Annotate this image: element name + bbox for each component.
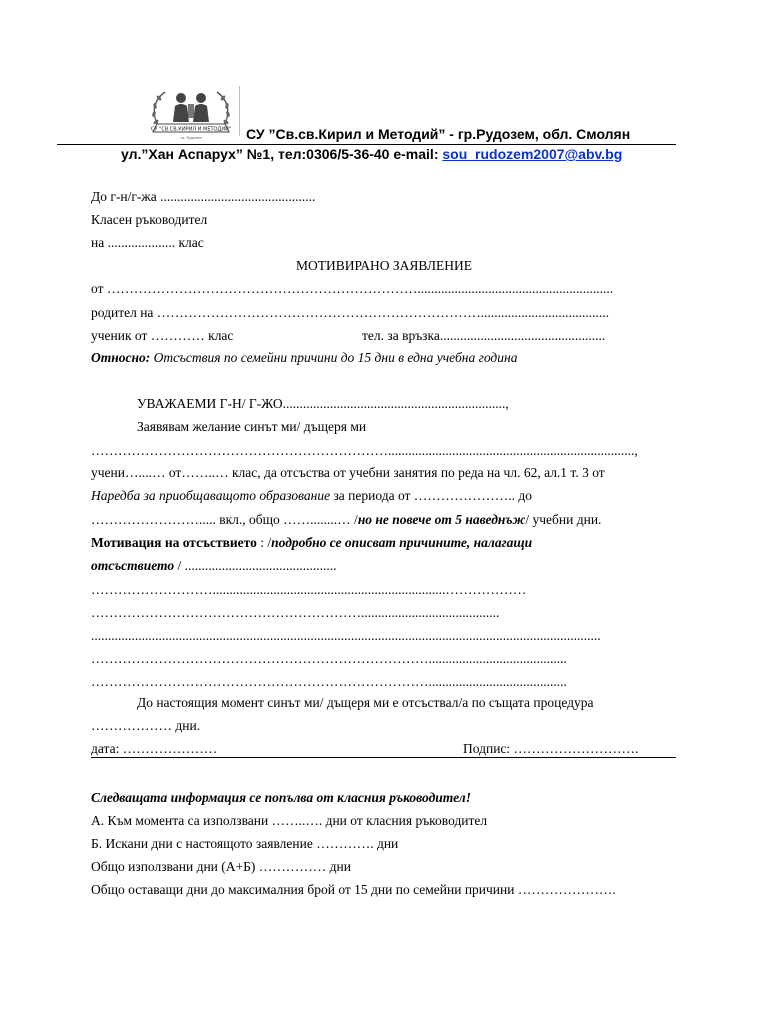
motivation-fill-line-2: …………………………………………………….........................................	[91, 605, 500, 620]
period-line	[91, 512, 601, 528]
school-logo	[143, 84, 239, 144]
declare-line: Заявявам желание синът ми/ дъщеря ми	[137, 419, 367, 434]
regarding-label: Относно:	[91, 350, 151, 365]
motivation-fill-line-3: .......................................................................................................................................................	[91, 628, 601, 643]
period-limit-note: но не повече от 5 наведнъж	[357, 512, 526, 527]
total-used-line: Общо използвани дни (А+Б) …………… дни	[91, 859, 351, 874]
student-line: ученик от ………… клас	[91, 328, 234, 343]
period-inclusive: ……………………..... вкл., общо ……........… /	[91, 512, 358, 527]
class-line: на .................... клас	[91, 235, 204, 250]
addressee-line: До г-н/г-жа ..............................................	[91, 189, 316, 204]
address-line	[121, 146, 622, 162]
used-days-line: А. Към момента са използвани ……..…. дни от класния ръководител	[91, 813, 488, 828]
period-from-to: за периода от ………………….. до	[330, 488, 533, 503]
phone-line: тел. за връзка.................................................	[362, 328, 606, 343]
date-field: дата: …………………	[91, 741, 218, 756]
child-name-line: ………………………………………………………….........................................................................,	[91, 443, 638, 458]
signature-rule	[91, 757, 676, 758]
motivation-fill-line-4: ………………………………………………………………….........................................	[91, 651, 567, 666]
header-rule	[57, 144, 676, 145]
ordinance-name: Наредба за приобщаващото образование	[91, 488, 331, 503]
prior-absences-days: ……………… дни.	[91, 718, 201, 733]
requested-days-line: Б. Искани дни с настоящото заявление …………. дни	[91, 836, 399, 851]
motivation-colon: : /	[256, 535, 272, 550]
motivation-instruction: подробно се описват причините, налагащи	[271, 535, 533, 550]
regarding-text: Отсъствия по семейни причини до 15 дни в една учебна година	[150, 350, 518, 365]
period-school-days: / учебни дни.	[525, 512, 602, 527]
days-line: учени…....… от……..… клас, да отсъства от учебни занятия по реда на чл. 62, ал.1 т. 3 от	[91, 465, 605, 480]
teacher-section-heading: Следващата информация се попълва от класния ръководител!	[91, 790, 471, 805]
salutation: УВАЖАЕМИ Г-Н/ Г-ЖО..................................................................,	[137, 396, 509, 411]
motivation-label: Мотивация на отсъствието	[91, 535, 257, 550]
logo-lettering: СУ "СВ.СВ.КИРИЛ И МЕТОДИЙ"	[150, 126, 232, 133]
signature-field: Подпис: ……………………….	[463, 741, 639, 756]
prior-absences-line: До настоящия момент синът ми/ дъщеря ми е отсъствал/а по същата процедура	[137, 695, 594, 710]
total-left-line: Общо оставащи дни до максималния брой от 15 дни по семейни причини ………………….	[91, 882, 616, 897]
motivation-fill-line-1: ……………………….....................................................................………………	[91, 582, 527, 597]
from-line: от ……………………………………………………………..........................................................	[91, 281, 614, 296]
document-title: МОТИВИРАНО ЗАЯВЛЕНИЕ	[295, 258, 473, 273]
motivation-line-2	[91, 558, 337, 574]
address-text: ул.”Хан Аспарух” №1, тел:0306/5-36-40 e-mail:	[121, 146, 443, 162]
parent-line: родител на ………………………………………………………………......................................	[91, 305, 610, 320]
svg-text:гр. Рудозем: гр. Рудозем	[180, 136, 202, 140]
motivation-fill-line-5: ………………………………………………………………….........................................	[91, 674, 567, 689]
school-name-line: СУ ”Св.св.Кирил и Методий” - гр.Рудозем, обл. Смолян	[246, 126, 631, 142]
email-link[interactable]: sou_rudozem2007@abv.bg	[442, 146, 623, 162]
motivation-dots: / .............................................	[174, 558, 337, 573]
class-teacher-line: Класен ръководител	[91, 212, 208, 227]
logo-divider	[239, 86, 240, 136]
regarding-line	[91, 350, 517, 366]
motivation-line	[91, 535, 532, 551]
motivation-instruction-end: отсъствието	[91, 558, 175, 573]
ordinance-line	[91, 488, 532, 504]
